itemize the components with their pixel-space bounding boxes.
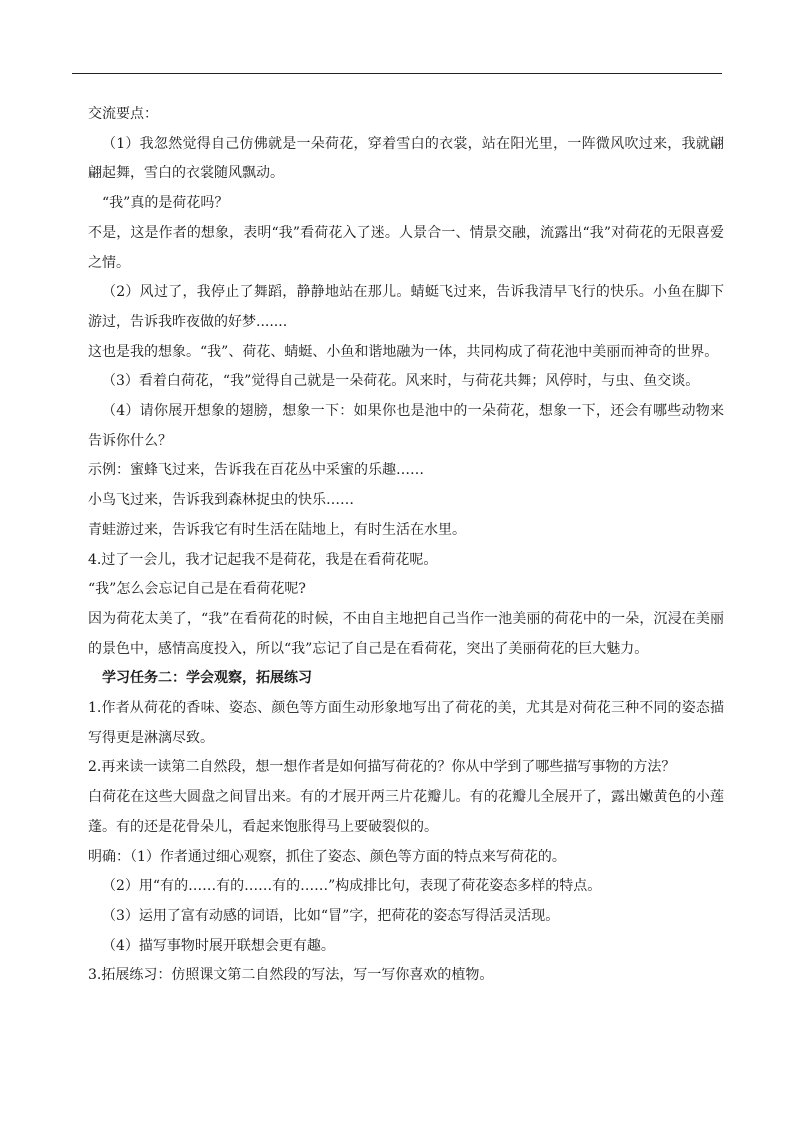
paragraph: 明确：（1）作者通过细心观察，抓住了姿态、颜色等方面的特点来写荷花的。 bbox=[88, 848, 566, 865]
paragraph: （1）我忽然觉得自己仿佛就是一朵荷花，穿着雪白的衣裳，站在阳光里，一阵微风吹过来，我就翩翩起舞，雪白的衣裳随风飘动。 bbox=[88, 135, 724, 182]
paragraph: 3.拓展练习：仿照课文第二自然段的写法，写一写你喜欢的植物。 bbox=[88, 967, 494, 984]
paragraph: （2）用“有的……有的……有的……”构成排比句，表现了荷花姿态多样的特点。 bbox=[102, 878, 602, 895]
paragraph: 1.作者从荷花的香味、姿态、颜色等方面生动形象地写出了荷花的美，尤其是对荷花三种不同的姿态描写得更是淋漓尽致。 bbox=[88, 700, 724, 746]
paragraph: “我”真的是荷花吗？ bbox=[102, 195, 229, 212]
paragraph: 交流要点： bbox=[88, 106, 158, 122]
section-heading: 学习任务二：学会观察，拓展练习 bbox=[102, 670, 312, 687]
paragraph: 小鸟飞过来，告诉我到森林捉虫的快乐…… bbox=[88, 492, 354, 509]
paragraph: （2）风过了，我停止了舞蹈，静静地站在那儿。蜻蜓飞过来，告诉我清早飞行的快乐。小鱼在脚下游过，告诉我昨夜做的好梦....... bbox=[88, 284, 724, 330]
paragraph: 示例：蜜蜂飞过来，告诉我在百花丛中采蜜的乐趣…… bbox=[88, 462, 424, 479]
paragraph: 不是，这是作者的想象，表明“我”看荷花入了迷。人景合一、情景交融，流露出“我”对荷花的无限喜爱之情。 bbox=[88, 224, 724, 271]
paragraph: （3）看着白荷花，“我”觉得自己就是一朵荷花。风来时，与荷花共舞；风停时，与虫、鱼交谈。 bbox=[102, 373, 700, 390]
paragraph: 这也是我的想象。“我”、荷花、蜻蜓、小鱼和谐地融为一体，共同构成了荷花池中美丽而神奇的世界。 bbox=[88, 343, 719, 360]
paragraph: 2.再来读一读第二自然段，想一想作者是如何描写荷花的？你从中学到了哪些描写事物的方法？ bbox=[88, 759, 676, 776]
paragraph: （4）请你展开想象的翅膀，想象一下：如果你也是池中的一朵荷花，想象一下，还会有哪些动物来告诉你什么？ bbox=[88, 403, 724, 449]
paragraph: 青蛙游过来，告诉我它有时生活在陆地上，有时生活在水里。 bbox=[88, 521, 466, 538]
paragraph: 因为荷花太美了，“我”在看荷花的时候，不由自主地把自己当作一池美丽的荷花中的一朵，沉浸在美丽的景色中，感情高度投入，所以“我”忘记了自己是在看荷花，突出了美丽荷花的巨大魅力。 bbox=[88, 610, 724, 657]
paragraph: （3）运用了富有动感的词语，比如“冒”字，把荷花的姿态写得活灵活现。 bbox=[102, 907, 560, 924]
paragraph: 白荷花在这些大圆盘之间冒出来。有的才展开两三片花瓣儿。有的花瓣儿全展开了，露出嫩黄色的小莲蓬。有的还是花骨朵儿，看起来饱胀得马上要破裂似的。 bbox=[88, 789, 724, 835]
header-rule bbox=[72, 73, 722, 74]
paragraph: 4.过了一会儿，我才记起我不是荷花，我是在看荷花呢。 bbox=[88, 551, 438, 568]
document-body bbox=[88, 100, 724, 991]
paragraph: “我”怎么会忘记自己是在看荷花呢? bbox=[88, 581, 306, 598]
paragraph: （4）描写事物时展开联想会更有趣。 bbox=[102, 937, 335, 954]
